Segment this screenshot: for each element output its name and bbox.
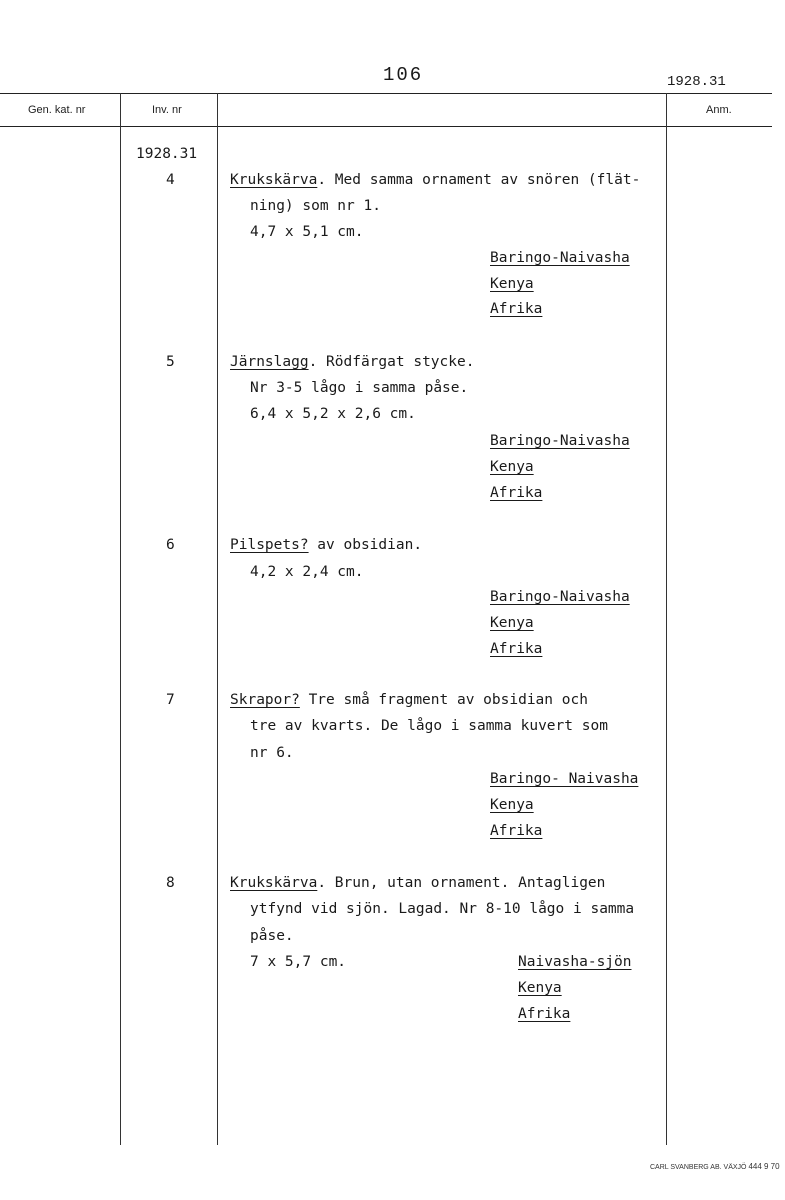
inventory-number: 7 bbox=[166, 692, 175, 708]
object-title: Skrapor? bbox=[230, 692, 300, 708]
location-country: Kenya bbox=[518, 980, 562, 996]
entry-first-line bbox=[230, 354, 474, 370]
column-header-anm: Anm. bbox=[706, 104, 732, 116]
header-top-rule bbox=[0, 93, 772, 94]
location-continent: Afrika bbox=[518, 1006, 571, 1022]
entry-description: Tre små fragment av obsidian och bbox=[299, 692, 588, 708]
inventory-number: 4 bbox=[166, 172, 175, 188]
object-title: Pilspets? bbox=[230, 537, 309, 553]
column-divider-2 bbox=[217, 93, 218, 1145]
corner-reference: 1928.31 bbox=[667, 74, 726, 90]
entry-line: ning) som nr 1. bbox=[250, 198, 381, 214]
column-divider-3 bbox=[666, 93, 667, 1145]
column-divider-1 bbox=[120, 93, 121, 1145]
location-country: Kenya bbox=[490, 459, 534, 475]
entry-description: av obsidian. bbox=[308, 537, 423, 553]
entry-first-line bbox=[230, 875, 605, 891]
entry-dimensions: 6,4 x 5,2 x 2,6 cm. bbox=[250, 406, 416, 422]
entry-first-line bbox=[230, 692, 588, 708]
location-region: Baringo-Naivasha bbox=[490, 589, 630, 605]
column-header-inv: Inv. nr bbox=[152, 104, 182, 116]
inventory-number: 6 bbox=[166, 537, 175, 553]
entry-description: . Rödfärgat stycke. bbox=[308, 354, 475, 370]
location-country: Kenya bbox=[490, 797, 534, 813]
header-bottom-rule bbox=[0, 126, 772, 127]
entry-line: tre av kvarts. De lågo i samma kuvert som bbox=[250, 718, 608, 734]
entry-dimensions: 4,7 x 5,1 cm. bbox=[250, 224, 364, 240]
inventory-number: 8 bbox=[166, 875, 175, 891]
location-continent: Afrika bbox=[490, 641, 543, 657]
inventory-number: 5 bbox=[166, 354, 175, 370]
location-region: Baringo- Naivasha bbox=[490, 771, 639, 787]
printer-name: CARL SVANBERG AB. VÄXJÖ bbox=[650, 1164, 747, 1171]
object-title: Krukskärva bbox=[230, 172, 318, 188]
location-region: Baringo-Naivasha bbox=[490, 250, 630, 266]
location-country: Kenya bbox=[490, 276, 534, 292]
entry-line: nr 6. bbox=[250, 745, 294, 761]
entry-line: påse. bbox=[250, 928, 294, 944]
object-title: Järnslagg bbox=[230, 354, 309, 370]
entry-first-line bbox=[230, 537, 422, 553]
entry-dimensions: 4,2 x 2,4 cm. bbox=[250, 564, 364, 580]
printer-imprint bbox=[650, 1162, 780, 1171]
entry-description: . Brun, utan ornament. Antagligen bbox=[317, 875, 606, 891]
entry-line: ytfynd vid sjön. Lagad. Nr 8-10 lågo i samma bbox=[250, 901, 635, 917]
form-code: 444 9 70 bbox=[748, 1162, 780, 1171]
location-continent: Afrika bbox=[490, 485, 543, 501]
page-number: 106 bbox=[383, 64, 424, 86]
location-region: Naivasha-sjön bbox=[518, 954, 632, 970]
entry-first-line bbox=[230, 172, 640, 188]
entry-dimensions: 7 x 5,7 cm. bbox=[250, 954, 347, 970]
location-country: Kenya bbox=[490, 615, 534, 631]
object-title: Krukskärva bbox=[230, 875, 318, 891]
location-continent: Afrika bbox=[490, 301, 543, 317]
collection-reference: 1928.31 bbox=[136, 146, 198, 162]
entry-line: Nr 3-5 lågo i samma påse. bbox=[250, 380, 469, 396]
location-region: Baringo-Naivasha bbox=[490, 433, 630, 449]
column-header-gen-kat: Gen. kat. nr bbox=[28, 104, 86, 116]
entry-description: . Med samma ornament av snören (flät- bbox=[317, 172, 641, 188]
location-continent: Afrika bbox=[490, 823, 543, 839]
